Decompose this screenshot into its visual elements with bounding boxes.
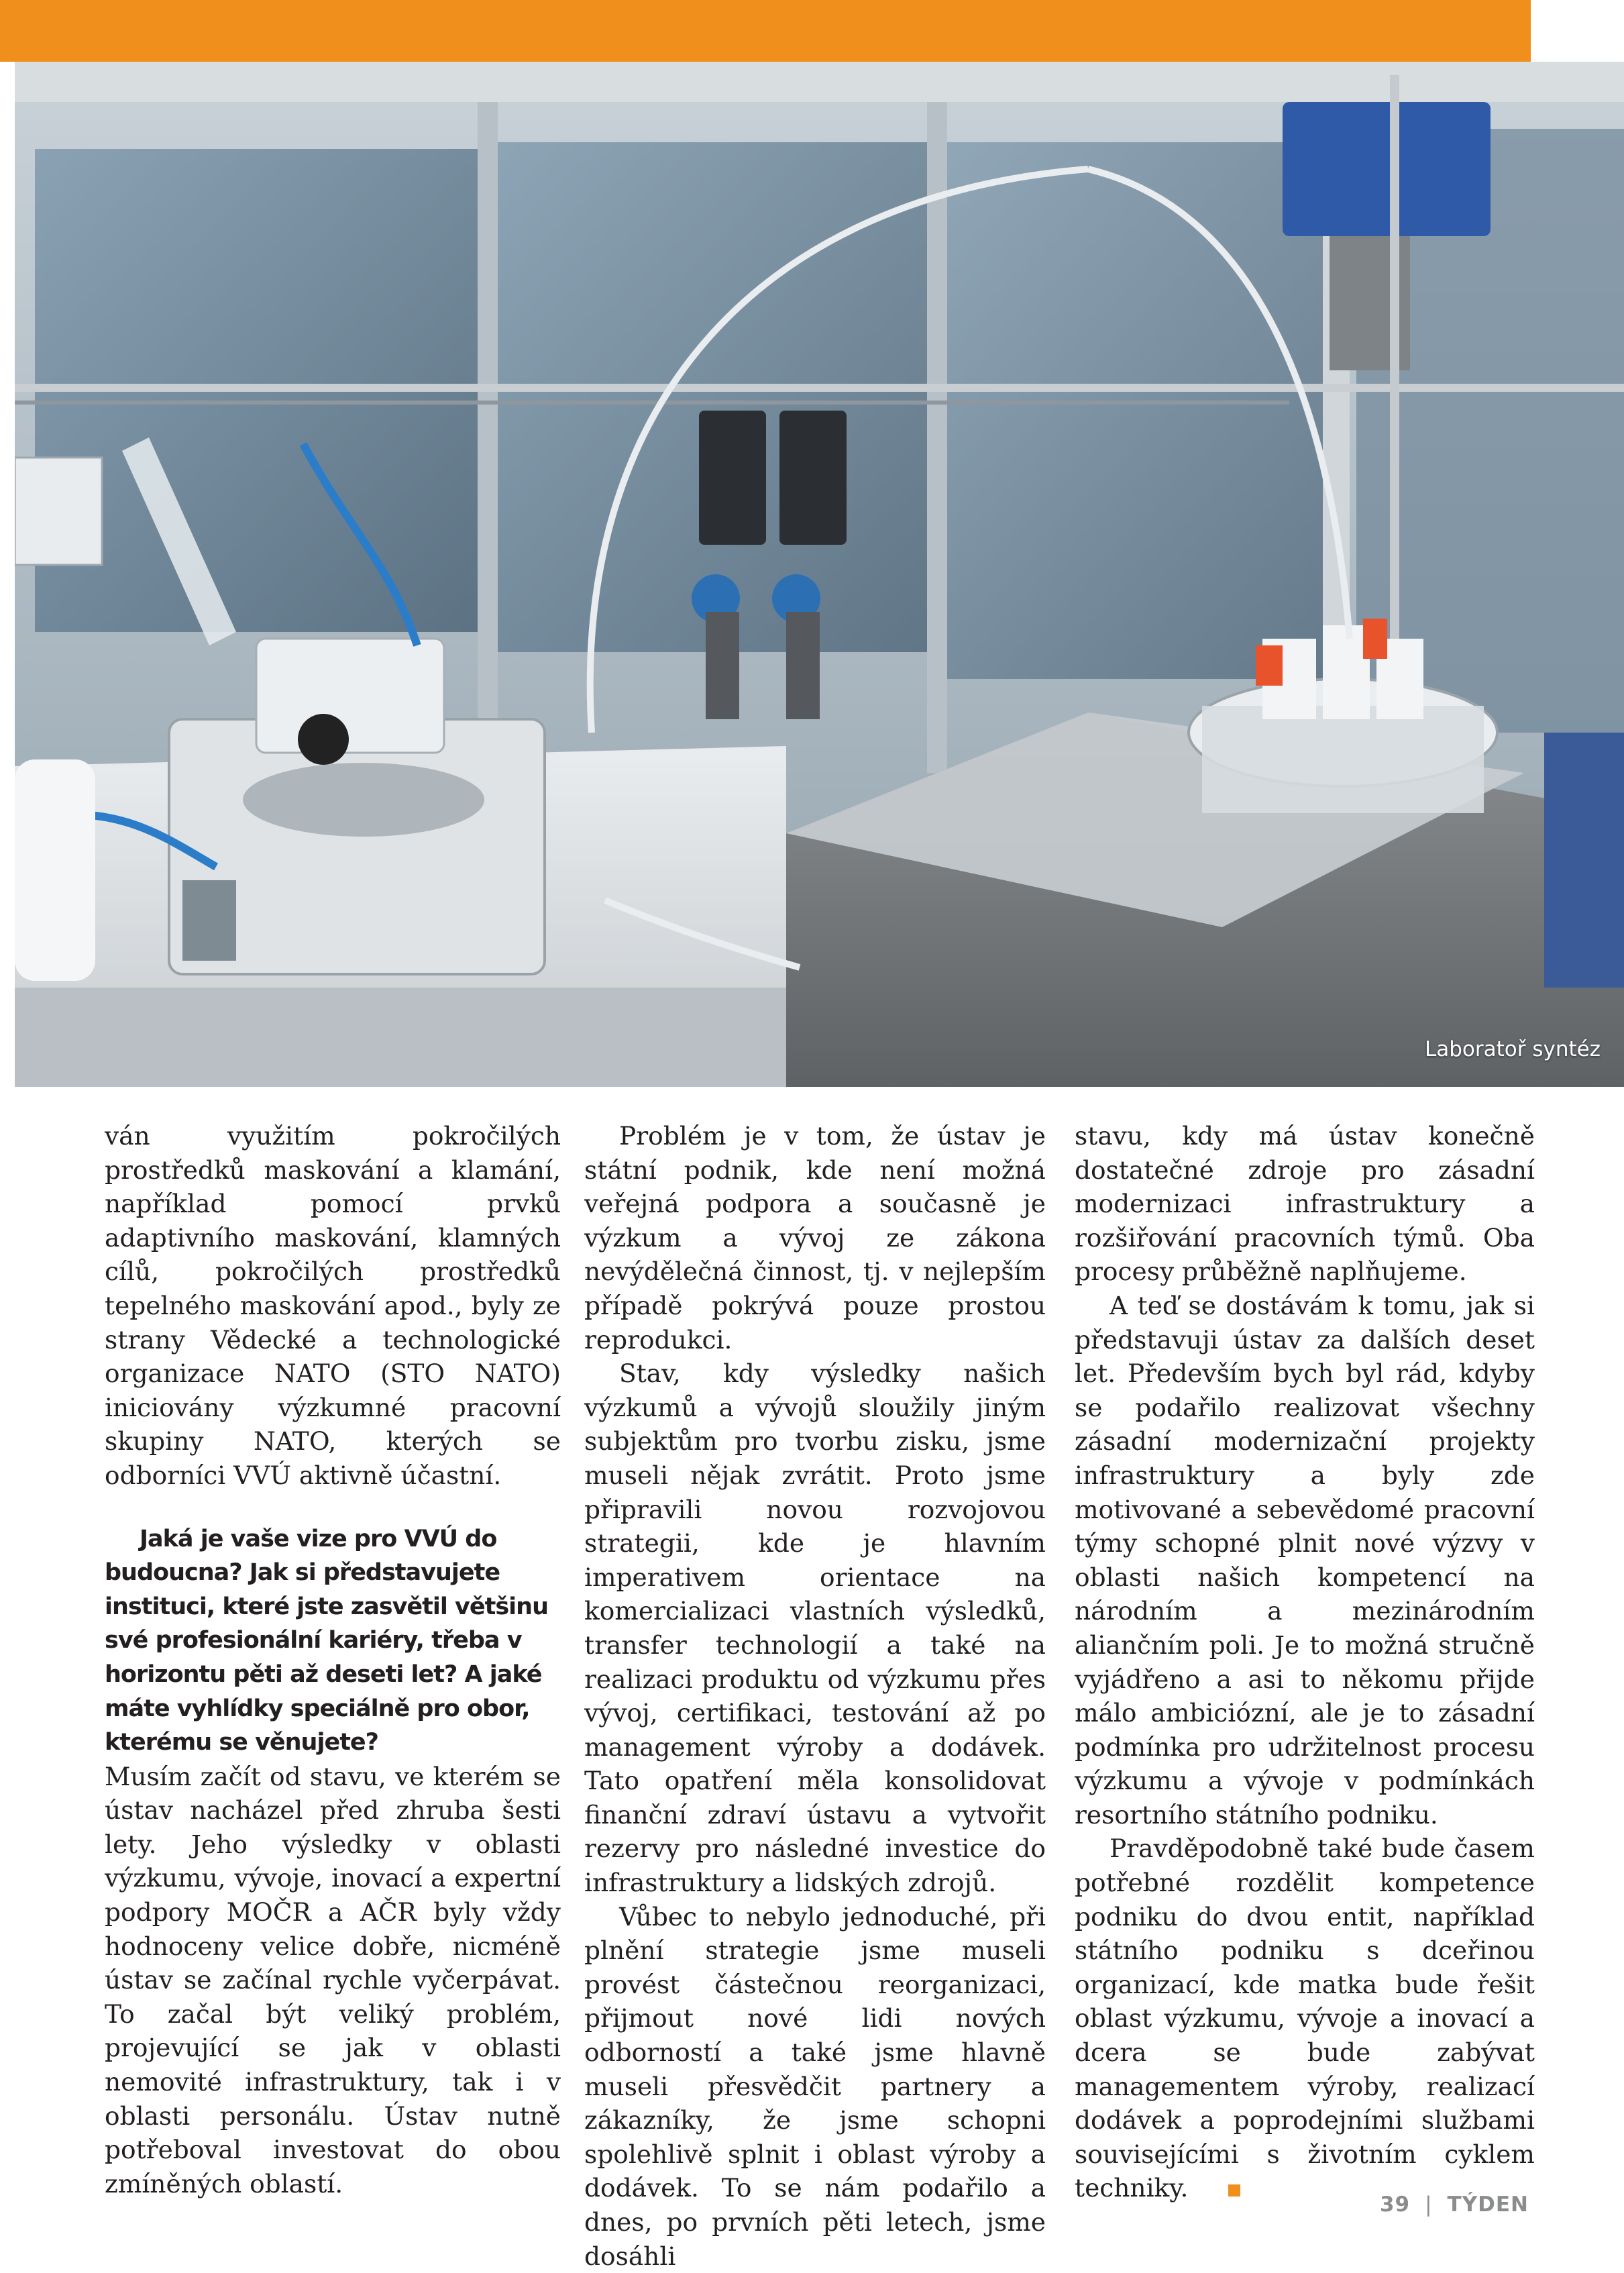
paragraph-last <box>1075 1832 1535 2205</box>
photo-caption: Laboratoř syntéz <box>1424 1037 1601 1061</box>
paragraph: Stav, kdy výsledky našich výzkumů a vývojů sloužily jiným subjektům pro tvorbu zisku, jsme museli nějak zvrátit. Proto jsme připravili novou rozvojovou strategii, kde je hlavním imperativem orientace na komercializaci vlastních výsledků, transfer technologií a také na realizaci produktu od výzkumu přes vývoj, certifikaci, testování až po management výroby a dodávek. Tato opatření měla konsolidovat finanční zdraví ústavu a vytvořit rezervy pro následné investice do infrastruktury a lidských zdrojů. <box>584 1359 1046 1898</box>
top-accent-bar <box>0 0 1531 62</box>
paragraph: Problém je v tom, že ústav je státní podnik, kde není možná veřejná podpora a současně je výzkum a vývoj ze zákona nevýdělečná činnost, tj. v nejlepším případě pokrývá pouze prostou reprodukci. <box>584 1121 1046 1355</box>
paragraph: Vůbec to nebylo jednoduché, při plnění strategie jsme museli provést částečnou reorganizaci, přijmout nové lidi nových odborností a také jsme hlavně museli přesvědčit partnery a zákazníky, že jsme schopni spolehlivě splnit i oblast výroby a dodávek. To se nám podařilo a dnes, po prvních pěti letech, jsme dosáhli <box>584 1901 1046 2271</box>
text-column-2 <box>584 1119 1046 2273</box>
magazine-name: TÝDEN <box>1447 2192 1529 2217</box>
page-number: 39 <box>1379 2192 1411 2217</box>
paragraph: stavu, kdy má ústav konečně dostatečné zdroje pro zásadní modernizaci infrastruktury a rozšiřování pracovních týmů. Oba procesy průběžně naplňujeme. <box>1075 1121 1535 1287</box>
text-column-3 <box>1075 1119 1535 2205</box>
laboratory-photo <box>15 62 1624 1087</box>
paragraph-text: Pravděpodobně také bude časem potřebné rozdělit kompetence podniku do dvou entit, například státního podniku s dceřinou organizací, kde matka bude řešit oblast výzkumu, vývoje a inovací a dcera se bude zabývat managementem výroby, realizací dodávek a poprodejními službami souvisejícími s životním cyklem techniky. <box>1075 1834 1535 2203</box>
interview-question: Jaká je vaše vize pro VVÚ do budoucna? Jak si představujete instituci, které jste zasvětil většinu své profesionální kariéry, třeba v horizontu pěti až deseti let? A jaké máte vyhlídky speciálně pro obor, kterému se věnujete? <box>105 1525 548 1756</box>
footer-separator: | <box>1425 2192 1433 2217</box>
end-of-article-icon <box>1228 2184 1240 2197</box>
page-footer <box>1380 2192 1529 2217</box>
paragraph: A teď se dostávám k tomu, jak si představuji ústav za dalších deset let. Především bych byl rád, kdyby se podařilo realizovat všechny zásadní modernizační projekty infrastruktury a byly zde motivované a sebevědomé pracovní týmy schopné plnit nové výzvy v oblasti našich kompetencí na národním a mezinárodním aliančním poli. Je to možná stručně vyjádřeno a asi to někomu přijde málo ambiciózní, ale je to zásadní podmínka pro udržitelnost procesu výzkumu a vývoje v podmínkách resortního státního podniku. <box>1075 1290 1535 1830</box>
paragraph: Musím začít od stavu, ve kterém se ústav nacházel před zhruba šesti lety. Jeho výsledky v oblasti výzkumu, vývoje, inovací a expertní podpory MOČR a AČR byly vždy hodnoceny velice dobře, nicméně ústav se začínal rychle vyčerpávat. To začal být veliký problém, projevující se jak v oblasti nemovité infrastruktury, tak i v oblasti personálu. Ústav nutně potřeboval investovat do obou zmíněných oblastí. <box>105 1761 561 2199</box>
text-column-1 <box>105 1119 561 2201</box>
paragraph: ván využitím pokročilých prostředků maskování a klamání, například pomocí prvků adaptivního maskování, klamných cílů, pokročilých prostředků tepelného maskování apod., byly ze strany Vědecké a technologické organizace NATO (STO NATO) iniciovány výzkumné pracovní skupiny NATO, kterých se odborníci VVÚ aktivně účastní. <box>105 1121 561 1490</box>
